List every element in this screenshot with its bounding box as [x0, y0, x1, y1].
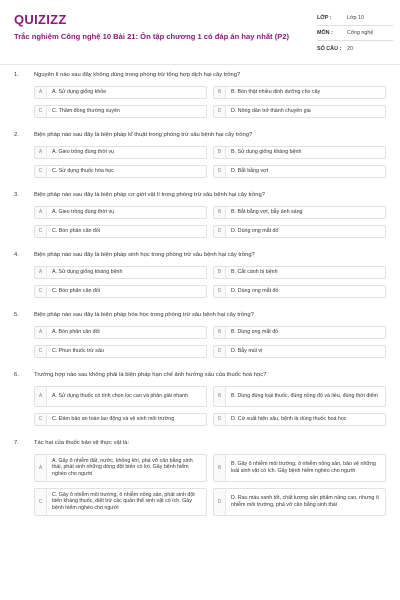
option-d[interactable] [213, 165, 386, 178]
option-a[interactable] [34, 386, 207, 407]
option-a[interactable] [34, 146, 207, 159]
option-text: B. Cắt cành bị bệnh [231, 269, 278, 275]
option-a[interactable] [34, 86, 207, 99]
meta-value: 20 [347, 45, 353, 52]
option-text: B. Dùng đúng loại thuốc, đúng nồng độ và liều, đúng thời điểm [231, 392, 378, 399]
option-letter: D [214, 286, 226, 297]
option-text: B. Bắt bằng vợt, bẫy ánh sáng [231, 209, 303, 216]
meta-row-question-count [317, 41, 393, 56]
option-a[interactable] [34, 206, 207, 219]
question-text: Nguyên lí nào sau đây không dùng trong phòng trừ tổng hợp dịch hại cây trồng? [34, 72, 241, 78]
option-letter: D [214, 414, 226, 425]
question-2 [14, 132, 386, 178]
option-letter: B [214, 455, 226, 481]
option-text: D. Cứ xuất hiện sâu, bệnh là dùng thuốc hoá học [231, 415, 347, 422]
option-b[interactable] [213, 326, 386, 339]
question-text: Biện pháp nào sau đây là biện pháp hóa học trong phòng trừ sâu bệnh hại cây trồng? [34, 311, 254, 318]
question-number: 4. [14, 251, 19, 258]
option-text: A. Sử dụng thuốc có tính chọn lọc cao và phân giải nhanh [52, 392, 189, 399]
meta-label: SỐ CÂU : [317, 45, 342, 52]
option-text: A. Sử dụng giống kháng bệnh [52, 269, 123, 275]
option-text: D. Bắt bằng vợt [231, 168, 269, 175]
option-text: A. Bón phân cân đối [52, 328, 100, 335]
option-text: B. Sử dụng giống kháng bệnh [231, 149, 302, 156]
option-text: D. Dùng ong mắt đỏ [231, 228, 279, 235]
question-text: Tác hại của thuốc bảo vệ thực vật là: [34, 439, 130, 446]
option-letter: B [214, 327, 226, 338]
question-number: 2. [14, 131, 19, 138]
option-c[interactable] [34, 413, 207, 426]
option-c[interactable] [34, 488, 207, 516]
option-d[interactable] [213, 488, 386, 516]
option-text: B. Bón thật nhiều dinh dưỡng cho cây [231, 89, 321, 96]
option-letter: C [35, 166, 47, 177]
question-4 [14, 252, 386, 298]
meta-label: MÔN : [317, 30, 333, 36]
question-text: Biện pháp nào sau đây là biện pháp kĩ thuật trong phòng trừ sâu bệnh hại cây trồng? [34, 131, 253, 138]
option-a[interactable] [34, 454, 207, 482]
question-6 [14, 372, 386, 426]
option-letter: B [214, 387, 226, 406]
question-number: 1. [14, 72, 19, 78]
option-letter: B [214, 87, 226, 98]
option-text: C. Sử dụng thuốc hóa học [52, 168, 114, 175]
option-d[interactable] [213, 105, 386, 118]
option-letter: D [214, 106, 226, 117]
option-text: C. Bón phân cân đối [52, 288, 101, 294]
meta-row-class [317, 11, 393, 26]
question-list [0, 72, 400, 516]
option-letter: D [214, 346, 226, 357]
option-letter: A [35, 267, 47, 278]
option-a[interactable] [34, 326, 207, 339]
question-3 [14, 192, 386, 238]
option-text: A. Gây ô nhiễm đất, nước, không khí, phá vỡ cân bằng sinh thái, phát sinh những dòng đột biến có lợi. Gây bệnh hiểm nghèo cho người [52, 457, 193, 477]
option-letter: C [35, 106, 47, 117]
option-letter: D [214, 226, 226, 237]
option-d[interactable] [213, 345, 386, 358]
question-number: 7. [14, 439, 19, 446]
option-b[interactable] [213, 146, 386, 159]
option-text: C. Thăm đồng thường xuyên [52, 108, 120, 115]
option-letter: D [214, 489, 226, 515]
option-letter: A [35, 455, 47, 481]
question-number: 3. [14, 191, 19, 198]
option-a[interactable] [34, 266, 207, 279]
question-1 [14, 72, 386, 118]
question-text: Biện pháp nào sau đây là biện pháp cơ giới vật lí trong phòng trừ sâu bệnh hại cây trồng? [34, 191, 265, 198]
option-text: D. Dùng ong mắt đỏ [231, 288, 279, 294]
option-letter: C [35, 414, 47, 425]
option-c[interactable] [34, 345, 207, 358]
option-letter: A [35, 147, 47, 158]
option-b[interactable] [213, 386, 386, 407]
question-text: Trường hợp nào sau không phải là biện pháp hạn chế ảnh hưởng xấu của thuốc hoá học? [34, 371, 267, 378]
meta-row-subject [317, 26, 393, 41]
option-c[interactable] [34, 105, 207, 118]
question-5 [14, 312, 386, 358]
option-text: D. Rau màu xanh tốt, chất lượng sản phẩm nâng cao, nhưng ô nhiễm môi trường, phá vỡ cân bằng sinh thái [231, 495, 379, 508]
option-text: A. Gieo trồng đúng thời vụ [52, 149, 115, 156]
option-text: C. Phun thuốc trừ sâu [52, 347, 104, 354]
quizizz-logo: QUIZIZZ [14, 12, 67, 27]
option-text: C. Gây ô nhiễm môi trường, ô nhiễm nông sản, phát sinh đột biến kháng thuốc, diệt trừ các quần thể sinh vật có ích. Gây bệnh hiểm nghèo cho người [52, 491, 195, 511]
question-number: 6. [14, 371, 19, 378]
option-text: C. Đảm bảo an toàn lao động và vệ sinh môi trường [52, 415, 175, 422]
worksheet-meta [317, 11, 393, 56]
option-letter: A [35, 387, 47, 406]
option-letter: B [214, 207, 226, 218]
worksheet-title: Trắc nghiệm Công nghệ 10 Bài 21: Ôn tập chương 1 có đáp án hay nhất (P2) [14, 32, 290, 41]
option-letter: A [35, 207, 47, 218]
meta-label: LỚP : [317, 15, 332, 21]
option-letter: C [35, 346, 47, 357]
option-letter: C [35, 489, 47, 515]
option-letter: B [214, 147, 226, 158]
option-text: D. Bẫy mùi vị [231, 347, 263, 354]
option-d[interactable] [213, 285, 386, 298]
question-number: 5. [14, 311, 19, 318]
option-letter: A [35, 327, 47, 338]
question-text: Biện pháp nào sau đây là biện pháp sinh học trong phòng trừ sâu bệnh hại cây trồng? [34, 251, 255, 258]
option-b[interactable] [213, 454, 386, 482]
option-letter: D [214, 166, 226, 177]
meta-value: Công nghệ [347, 30, 374, 36]
worksheet-header [0, 0, 400, 65]
option-d[interactable] [213, 413, 386, 426]
option-d[interactable] [213, 225, 386, 238]
option-b[interactable] [213, 86, 386, 99]
meta-value: Lớp 10 [347, 15, 365, 21]
option-letter: B [214, 267, 226, 278]
option-text: A. Sử dụng giống khỏe [52, 89, 107, 96]
option-text: B. Gây ô nhiễm môi trường, ô nhiễm nông sản, bảo vệ những loài sinh vật có ích. Gây bệnh hiểm nghèo cho người [231, 461, 376, 474]
question-7 [14, 440, 386, 516]
option-c[interactable] [34, 165, 207, 178]
option-c[interactable] [34, 285, 207, 298]
option-letter: C [35, 286, 47, 297]
option-text: B. Dùng ong mắt đỏ [231, 328, 279, 335]
option-text: A. Gieo trồng đúng thời vụ [52, 209, 115, 216]
option-c[interactable] [34, 225, 207, 238]
option-letter: A [35, 87, 47, 98]
option-b[interactable] [213, 206, 386, 219]
option-letter: C [35, 226, 47, 237]
option-text: D. Nông dân trở thành chuyên gia [231, 108, 311, 115]
option-text: C. Bón phân cân đối [52, 228, 101, 235]
option-b[interactable] [213, 266, 386, 279]
